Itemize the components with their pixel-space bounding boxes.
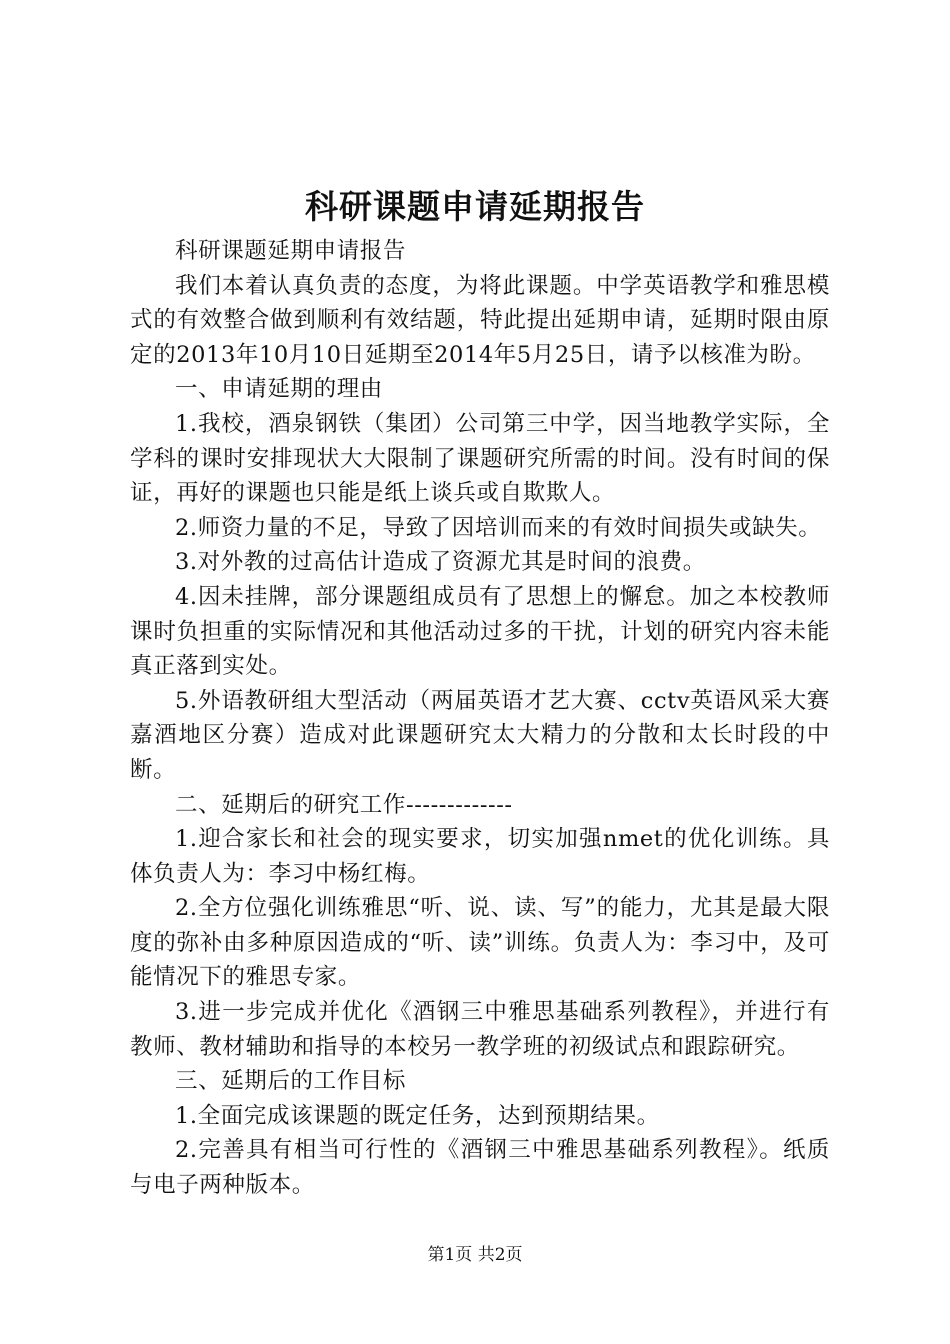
goal-item-2: 2.完善具有相当可行性的《酒钢三中雅思基础系列教程》。纸质与电子两种版本。 [130,1137,830,1199]
reason-item-5: 5.外语教研组大型活动（两届英语才艺大赛、cctv英语风采大赛嘉酒地区分赛）造成对此课题研究太大精力的分散和太长时段的中断。 [130,687,830,783]
reason-item-2: 2.师资力量的不足，导致了因培训而来的有效时间损失或缺失。 [175,514,822,541]
goal-item-1: 1.全面完成该课题的既定任务，达到预期结果。 [175,1102,660,1129]
reason-item-3: 3.对外教的过高估计造成了资源尤其是时间的浪费。 [175,549,706,576]
reason-item-4: 4.因未挂牌，部分课题组成员有了思想上的懈怠。加之本校教师课时负担重的实际情况和其他活动过多的干扰，计划的研究内容未能真正落到实处。 [130,583,830,680]
page-footer [0,1242,950,1268]
section-heading-reasons: 一、申请延期的理由 [175,376,383,403]
work-item-2: 2.全方位强化训练雅思“听、说、读、写”的能力，尤其是最大限度的弥补由多种原因造成的“听、读”训练。负责人为：李习中，及可能情况下的雅思专家。 [130,895,830,991]
document-body [130,234,830,1203]
work-item-1: 1.迎合家长和社会的现实要求，切实加强nmet的优化训练。具体负责人为：李习中杨红梅。 [130,826,830,887]
work-item-3: 3.进一步完成并优化《酒钢三中雅思基础系列教程》，并进行有教师、教材辅助和指导的本校另一教学班的初级试点和跟踪研究。 [130,999,830,1060]
intro-paragraph: 我们本着认真负责的态度，为将此课题。中学英语教学和雅思模式的有效整合做到顺利有效结题，特此提出延期申请，延期时限由原定的2013年10月10日延期至2014年5月25日，请予以核准为盼。 [130,272,830,368]
reason-item-1: 1.我校，酒泉钢铁（集团）公司第三中学，因当地教学实际，全学科的课时安排现状大大限制了课题研究所需的时间。没有时间的保证，再好的课题也只能是纸上谈兵或自欺欺人。 [130,410,830,507]
document-title: 科研课题申请延期报告 [305,187,645,226]
section-heading-goals: 三、延期后的工作目标 [175,1068,407,1095]
section-heading-research-work: 二、延期后的研究工作------------- [175,791,513,818]
subtitle-paragraph: 科研课题延期申请报告 [175,238,407,264]
page-number-label: 第1页 共2页 [427,1245,523,1265]
